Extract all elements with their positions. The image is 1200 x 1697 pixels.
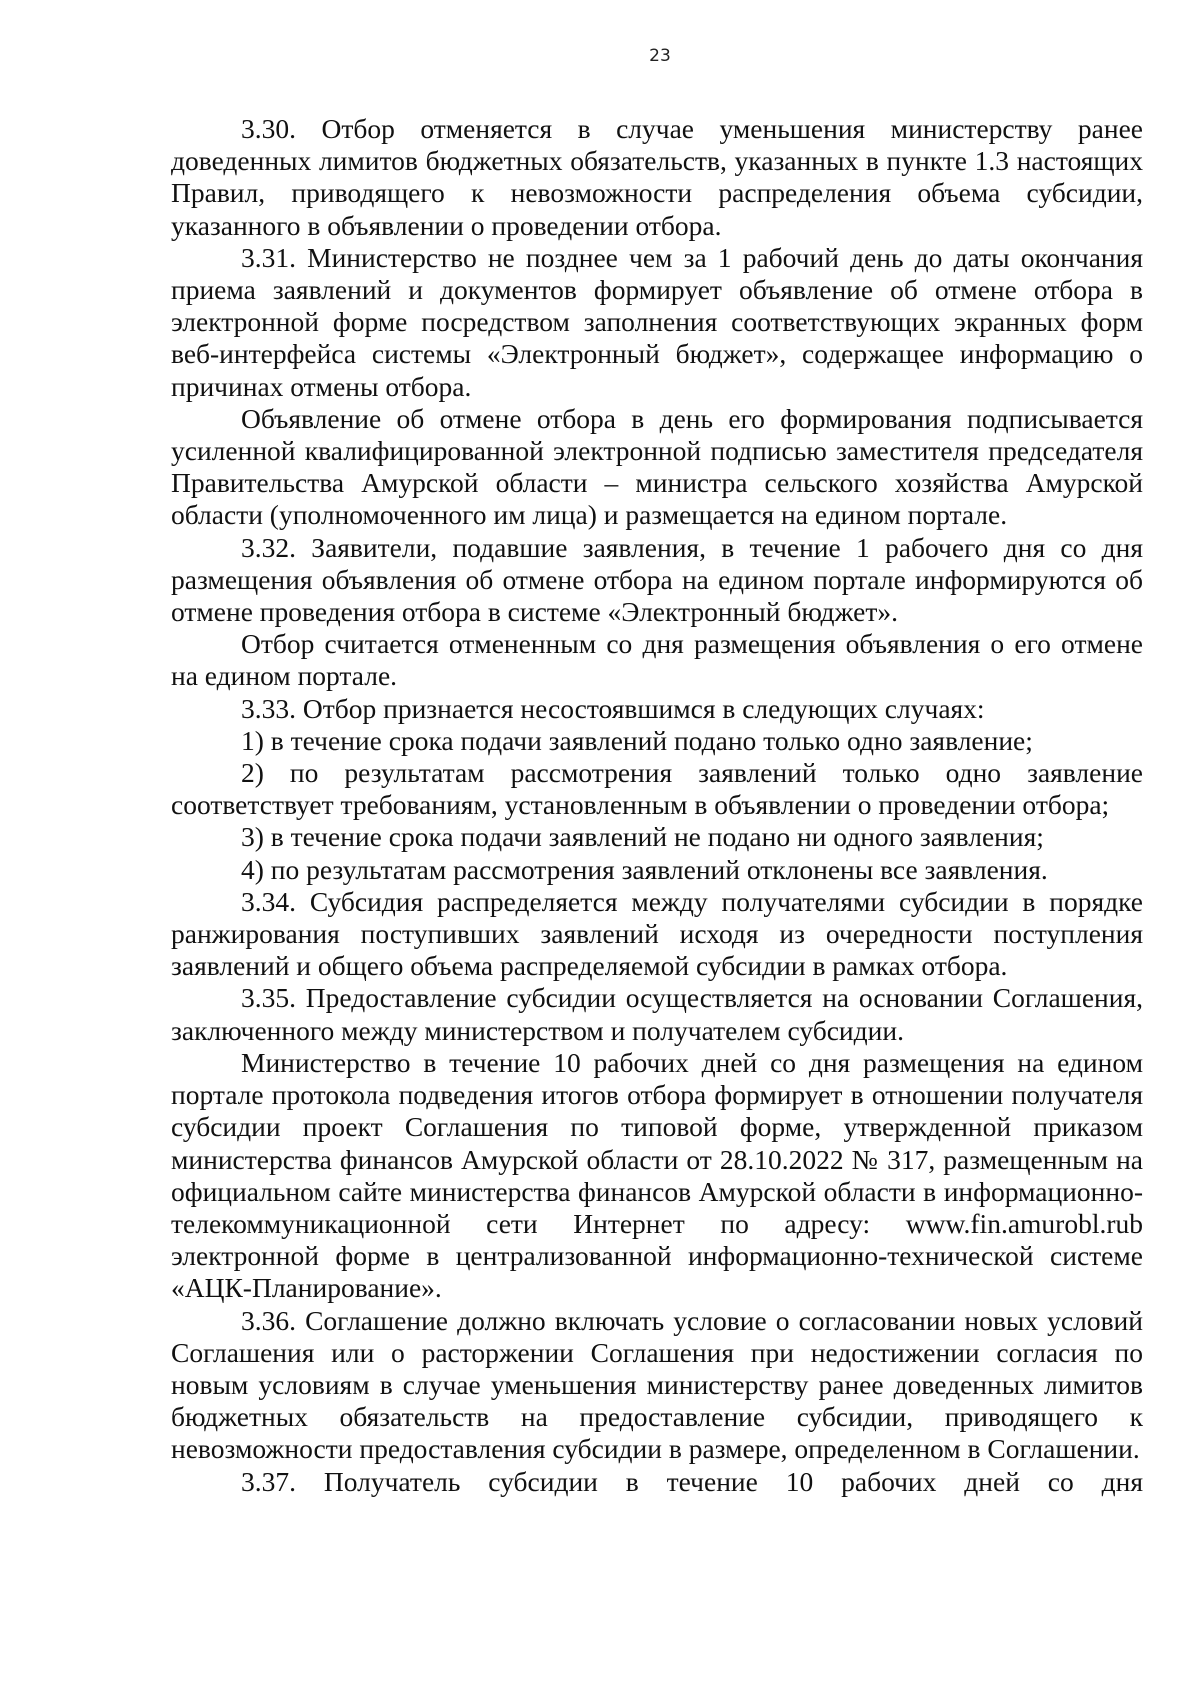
list-item-2: 2) по результатам рассмотрения заявлений только одно заявление соответствует требованиям, установленным в объявлении о проведении отбора;	[171, 757, 1143, 821]
paragraph-3-30: 3.30. Отбор отменяется в случае уменьшения министерству ранее доведенных лимитов бюджетных обязательств, указанных в пункте 1.3 настоящих Правил, приводящего к невозможности распределения объема субсидии, указанного в объявлении о проведении отбора.	[171, 113, 1143, 241]
paragraph-3-33: 3.33. Отбор признается несостоявшимся в следующих случаях:	[241, 692, 985, 724]
list-item-3: 3) в течение срока подачи заявлений не подано ни одного заявления;	[241, 821, 1044, 853]
paragraph-cancellation-effective: Отбор считается отмененным со дня размещения объявления о его отмене на едином портале.	[171, 628, 1143, 692]
paragraph-3-37: 3.37. Получатель субсидии в течение 10 рабочих дней со дня	[241, 1465, 1143, 1497]
page-number: 23	[649, 46, 671, 66]
paragraph-3-31: 3.31. Министерство не позднее чем за 1 рабочий день до даты окончания приема заявлений и документов формирует объявление об отмене отбора в электронной форме посредством заполнения соответствующих экранных форм веб-интерфейса системы «Электронный бюджет», содержащее информацию о причинах отмены отбора.	[171, 241, 1143, 402]
paragraph-3-35: 3.35. Предоставление субсидии осуществляется на основании Соглашения, заключенного между министерством и получателем субсидии.	[171, 982, 1143, 1046]
paragraph-agreement-drafting: Министерство в течение 10 рабочих дней со дня размещения на едином портале протокола подведения итогов отбора формирует в отношении получателя субсидии проект Соглашения по типовой форме, утвержденной приказом министерства финансов Амурской области от 28.10.2022 № 317, размещенным на официальном сайте министерства финансов Амурской области в информационно-телекоммуникационной сети Интернет по адресу: www.fin.amurobl.rub электронной форме в централизованной информационно-технической системе «АЦК-Планирование».	[171, 1046, 1143, 1304]
document-body	[171, 113, 1143, 1498]
paragraph-3-34: 3.34. Субсидия распределяется между получателями субсидии в порядке ранжирования поступивших заявлений исходя из очередности поступления заявлений и общего объема распределяемой субсидии в рамках отбора.	[171, 885, 1143, 982]
paragraph-cancellation-signing: Объявление об отмене отбора в день его формирования подписывается усиленной квалифицированной электронной подписью заместителя председателя Правительства Амурской области – министра сельского хозяйства Амурской области (уполномоченного им лица) и размещается на едином портале.	[171, 402, 1143, 531]
list-item-1: 1) в течение срока подачи заявлений подано только одно заявление;	[241, 724, 1033, 756]
list-item-4: 4) по результатам рассмотрения заявлений отклонены все заявления.	[241, 853, 1048, 885]
paragraph-3-36: 3.36. Соглашение должно включать условие о согласовании новых условий Соглашения или о расторжении Соглашения при недостижении согласия по новым условиям в случае уменьшения министерству ранее доведенных лимитов бюджетных обязательств на предоставление субсидии, приводящего к невозможности предоставления субсидии в размере, определенном в Соглашении.	[171, 1304, 1143, 1465]
paragraph-3-32: 3.32. Заявители, подавшие заявления, в течение 1 рабочего дня со дня размещения объявления об отмене отбора на едином портале информируются об отмене проведения отбора в системе «Электронный бюджет».	[171, 531, 1143, 628]
